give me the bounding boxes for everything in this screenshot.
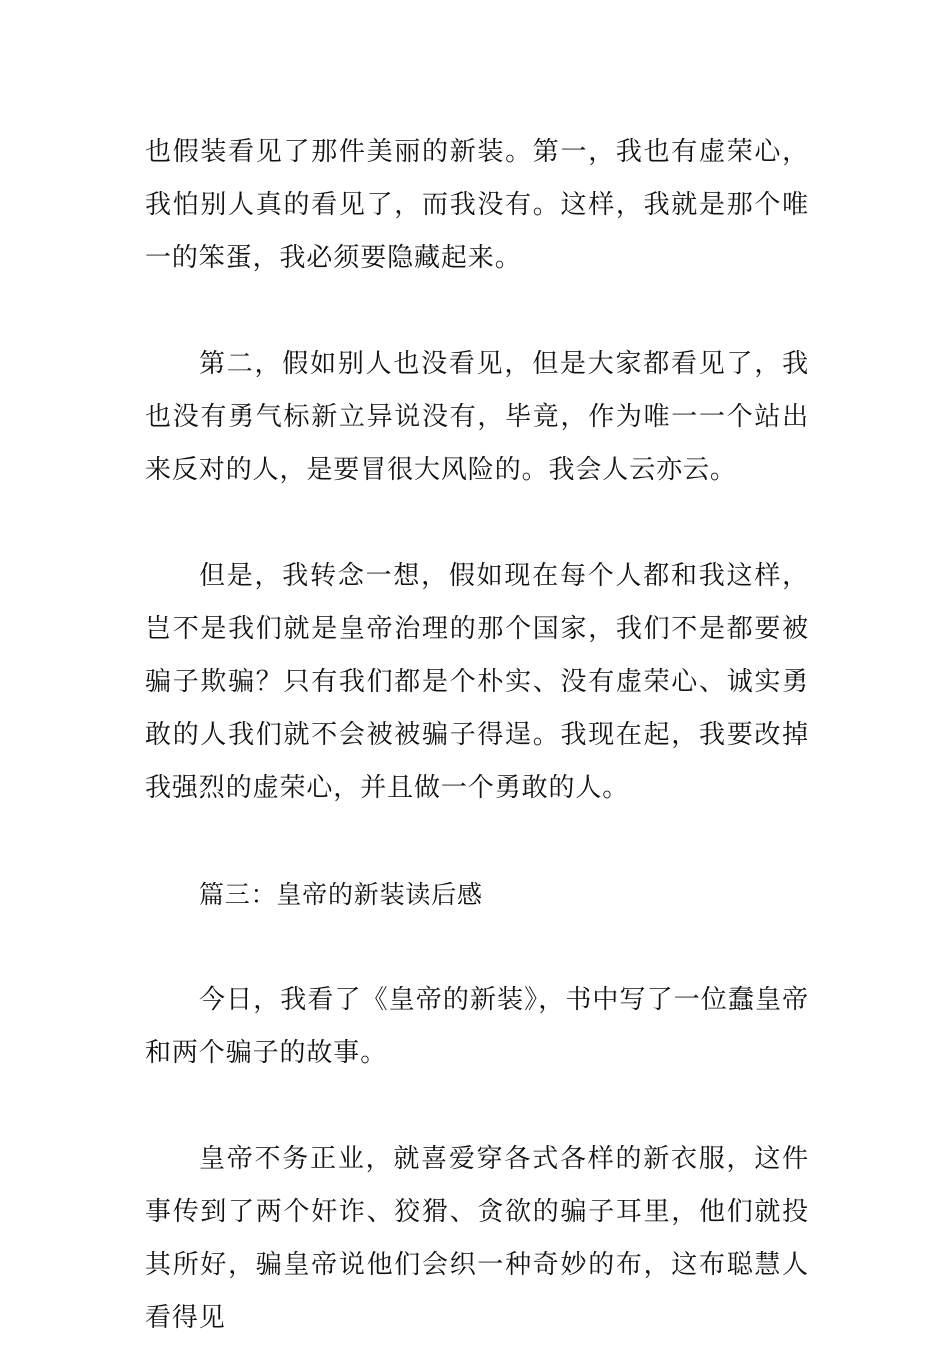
paragraph-reflection: 但是，我转念一想，假如现在每个人都和我这样，岂不是我们就是皇帝治理的那个国家，我们不是都要被骗子欺骗？只有我们都是个朴实、没有虚荣心、诚实勇敢的人我们就不会被被骗子得逞。我现在起，我要改掉我强烈的虚荣心，并且做一个勇敢的人。 bbox=[145, 561, 809, 803]
paragraph-second-point: 第二，假如别人也没看见，但是大家都看见了，我也没有勇气标新立异说没有，毕竟，作为唯一一个站出来反对的人，是要冒很大风险的。我会人云亦云。 bbox=[145, 349, 809, 485]
section-heading: 篇三：皇帝的新装读后感 bbox=[199, 880, 483, 909]
paragraph-intro: 今日，我看了《皇帝的新装》，书中写了一位蠢皇帝和两个骗子的故事。 bbox=[145, 985, 809, 1068]
paragraph-gap bbox=[145, 921, 809, 974]
paragraph-gap bbox=[145, 285, 809, 338]
paragraph-gap bbox=[145, 1080, 809, 1133]
paragraph-gap bbox=[145, 815, 809, 868]
paragraph-continuation: 也假装看见了那件美丽的新装。第一，我也有虚荣心，我怕别人真的看见了，而我没有。这样，我就是那个唯一的笨蛋，我必须要隐藏起来。 bbox=[145, 137, 809, 273]
paragraph-gap bbox=[145, 497, 809, 550]
document-body bbox=[145, 126, 809, 1345]
paragraph-story: 皇帝不务正业，就喜爱穿各式各样的新衣服，这件事传到了两个奸诈、狡猾、贪欲的骗子耳里，他们就投其所好，骗皇帝说他们会织一种奇妙的布，这布聪慧人看得见 bbox=[145, 1144, 809, 1333]
